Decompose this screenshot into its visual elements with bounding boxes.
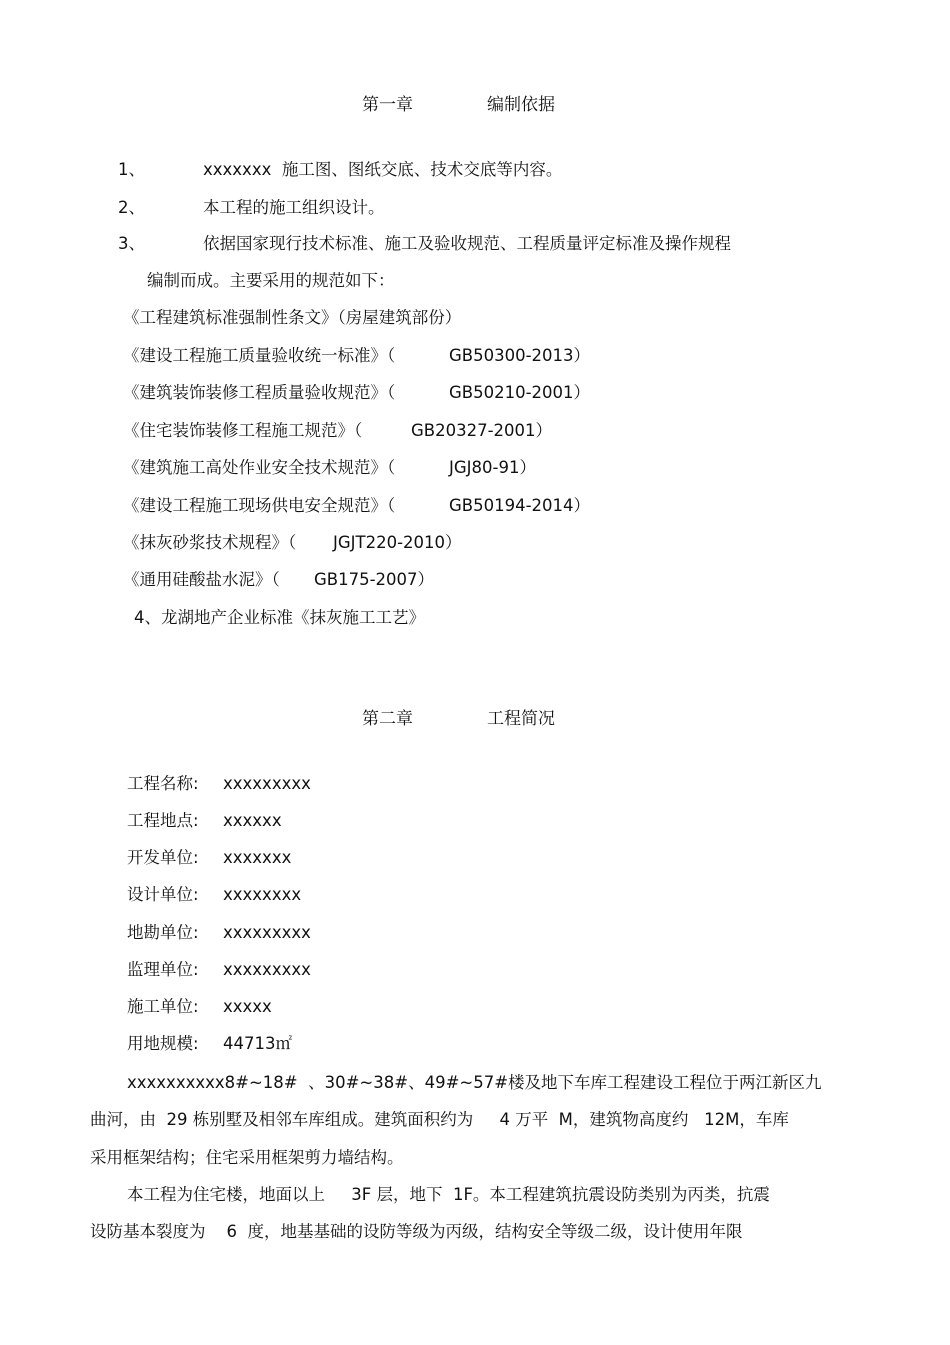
field-label: 用地规模: [127,1034,199,1053]
paragraph-line: xxxxxxxxxx8#~18# 、30#~38#、49#~57#楼及地下车库工程建设工程位于两江新区九 [127,1073,822,1092]
item-text-continued: 编制而成。主要采用的规范如下： [147,271,395,290]
field-label: 地勘单位: [127,923,199,942]
field-value: xxxxxx [223,811,282,830]
chapter1-title: 编制依据 [487,95,555,115]
standard-code: JGJT220-2010） [333,533,462,552]
paragraph-line: 设防基本裂度为 6 度，地基基础的设防等级为丙级，结构安全等级二级，设计使用年限 [90,1222,743,1241]
item-text: xxxxxxx 施工图、图纸交底、技术交底等内容。 [203,160,563,179]
field-label: 施工单位: [127,997,199,1016]
standard-name: 《通用硅酸盐水泥》（ [123,570,280,589]
standard-name: 《建筑装饰装修工程质量验收规范》（ [123,383,396,402]
paragraph-line: 本工程为住宅楼，地面以上 3F 层，地下 1F。本工程建筑抗震设防类别为丙类，抗震 [127,1185,770,1204]
standard-code: GB175-2007） [314,570,435,589]
standard-name: 《建设工程施工现场供电安全规范》（ [123,496,396,515]
item-text: 依据国家现行技术标准、施工及验收规范、工程质量评定标准及操作规程 [203,234,731,253]
standard-name: 《抹灰砂浆技术规程》（ [123,533,297,552]
chapter2-number: 第二章 [362,709,413,729]
field-label: 工程地点: [127,811,199,830]
item-number: 3、 [118,234,145,253]
field-value: xxxxxxxxx [223,960,311,979]
field-value: xxxxxxx [223,848,292,867]
field-value: xxxxxxxxx [223,923,311,942]
chapter2-title: 工程简况 [487,709,555,729]
field-label: 开发单位: [127,848,199,867]
field-label: 监理单位: [127,960,199,979]
paragraph-line: 曲河，由 29 栋别墅及相邻车库组成。建筑面积约为 4 万平 M，建筑物高度约 12M，车库 [90,1110,789,1129]
field-value: xxxxxxxx [223,885,302,904]
standard-name: 《住宅装饰装修工程施工规范》（ [123,421,363,440]
field-label: 工程名称: [127,774,199,793]
standard-code: GB20327-2001） [411,421,553,440]
chapter1-number: 第一章 [362,95,413,115]
item-4: 4、龙湖地产企业标准《抹灰施工工艺》 [134,608,425,627]
item-number: 2、 [118,198,145,217]
item-number: 1、 [118,160,145,179]
standard-code: GB50210-2001） [449,383,591,402]
standard-name: 《工程建筑标准强制性条文》（房屋建筑部份） [123,308,462,327]
standard-name: 《建筑施工高处作业安全技术规范》（ [123,458,396,477]
item-text: 本工程的施工组织设计。 [203,198,385,217]
field-value: 44713㎡ [223,1034,292,1053]
standard-name: 《建设工程施工质量验收统一标准》（ [123,346,396,365]
paragraph-line: 采用框架结构；住宅采用框架剪力墙结构。 [90,1148,404,1167]
field-label: 设计单位: [127,885,199,904]
field-value: xxxxxxxxx [223,774,311,793]
standard-code: GB50300-2013） [449,346,591,365]
standard-code: GB50194-2014） [449,496,591,515]
standard-code: JGJ80-91） [449,458,536,477]
field-value: xxxxx [223,997,272,1016]
